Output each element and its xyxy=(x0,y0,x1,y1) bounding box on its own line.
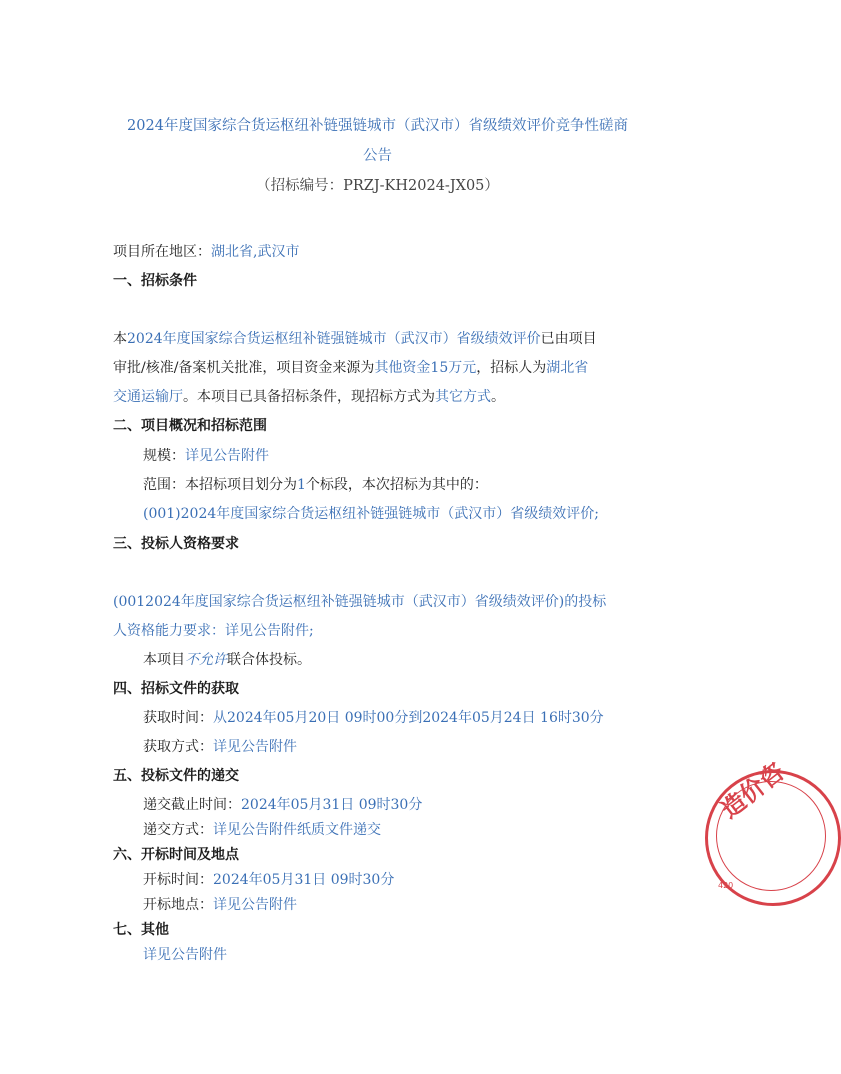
obtain-time-label: 获取时间： xyxy=(143,710,213,726)
tenderer-part-2: 交通运输厅 xyxy=(113,389,183,405)
doc-obtain-method xyxy=(143,738,297,756)
section-6-heading: 六、开标时间及地点 xyxy=(113,847,239,863)
location-label: 项目所在地区： xyxy=(113,244,211,260)
submission-method-value: 详见公告附件纸质文件递交 xyxy=(213,822,381,838)
opening-time xyxy=(143,871,394,889)
submission-deadline xyxy=(143,796,422,814)
s1-text: 。 xyxy=(491,389,505,405)
joint-text: 联合体投标。 xyxy=(227,652,311,668)
scale-label: 规模： xyxy=(143,448,185,464)
s1-paragraph-line-1 xyxy=(113,330,597,348)
joint-bid-line xyxy=(143,651,311,669)
location-value: 湖北省,武汉市 xyxy=(211,244,300,260)
s1-text: 已由项目 xyxy=(540,331,597,347)
seal-text: 造价咨 xyxy=(715,757,790,824)
obtain-method-value: 详见公告附件 xyxy=(213,739,297,755)
lot-count: 1 xyxy=(297,477,306,493)
scale-line xyxy=(143,447,269,465)
section-3-heading: 三、投标人资格要求 xyxy=(113,536,239,552)
s1-paragraph-line-3 xyxy=(113,388,505,406)
tender-code: （招标编号：PRZJ-KH2024-JX05） xyxy=(256,178,499,194)
tenderer-part-1: 湖北省 xyxy=(546,360,589,376)
s1-text: 本 xyxy=(113,331,127,347)
doc-obtain-time xyxy=(143,709,604,727)
section-1-heading: 一、招标条件 xyxy=(113,273,197,289)
lot-item: (001)2024年度国家综合货运枢纽补链强链城市（武汉市）省级绩效评价; xyxy=(143,506,599,522)
seal-number: 420 xyxy=(718,881,734,890)
submission-method-label: 递交方式： xyxy=(143,822,213,838)
project-location xyxy=(113,243,299,261)
s1-text: ，招标人为 xyxy=(476,360,547,376)
s1-text: 审批/核准/备案机关批准，项目资金来源为 xyxy=(113,360,375,376)
title-line-1: 2024年度国家综合货运枢纽补链强链城市（武汉市）省级绩效评价竞争性磋商 xyxy=(127,118,628,134)
obtain-time-value: 从2024年05月20日 09时00分到2024年05月24日 16时30分 xyxy=(213,710,604,726)
section-5-heading: 五、投标文件的递交 xyxy=(113,768,239,784)
opening-time-label: 开标时间： xyxy=(143,872,213,888)
project-name: 2024年度国家综合货运枢纽补链强链城市（武汉市）省级绩效评价 xyxy=(127,331,541,347)
section-7-heading: 七、其他 xyxy=(113,922,169,938)
qualification-line-1: (0012024年度国家综合货运枢纽补链强链城市（武汉市）省级绩效评价)的投标 xyxy=(113,594,607,610)
obtain-method-label: 获取方式： xyxy=(143,739,213,755)
opening-place-value: 详见公告附件 xyxy=(213,897,297,913)
section-4-heading: 四、招标文件的获取 xyxy=(113,681,239,697)
scope-text: 范围：本招标项目划分为 xyxy=(143,477,297,493)
opening-time-value: 2024年05月31日 09时30分 xyxy=(213,872,395,888)
s1-text: 。本项目已具备招标条件，现招标方式为 xyxy=(183,389,435,405)
opening-place xyxy=(143,896,297,914)
joint-text: 本项目 xyxy=(143,652,185,668)
scope-line xyxy=(143,476,488,494)
deadline-label: 递交截止时间： xyxy=(143,797,241,813)
joint-bid-status: 不允许 xyxy=(185,652,227,668)
opening-place-label: 开标地点： xyxy=(143,897,213,913)
submission-method xyxy=(143,821,381,839)
section-2-heading: 二、项目概况和招标范围 xyxy=(113,418,267,434)
fund-source: 其他资金15万元 xyxy=(374,360,477,376)
scale-value: 详见公告附件 xyxy=(185,448,269,464)
deadline-value: 2024年05月31日 09时30分 xyxy=(241,797,423,813)
s1-paragraph-line-2 xyxy=(113,359,588,377)
scope-text: 个标段，本次招标为其中的： xyxy=(305,477,488,493)
other-info: 详见公告附件 xyxy=(143,947,227,963)
tender-method: 其它方式 xyxy=(435,389,491,405)
official-seal xyxy=(705,757,841,906)
qualification-line-2: 人资格能力要求：详见公告附件; xyxy=(113,623,314,639)
title-line-2: 公告 xyxy=(363,148,392,164)
